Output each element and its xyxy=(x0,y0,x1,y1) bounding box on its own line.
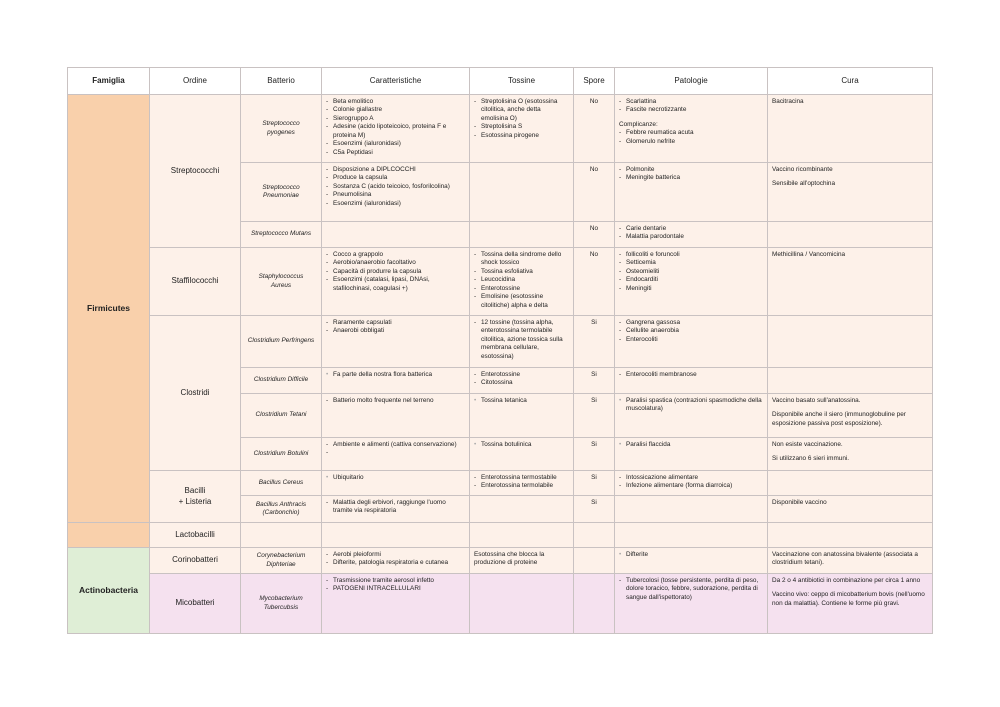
cure-cell xyxy=(768,574,933,634)
bacterium-name: Clostridium Tetani xyxy=(241,394,322,438)
list-item: - Produce la capsula xyxy=(326,174,465,182)
characteristics-cell xyxy=(322,438,470,471)
bacteria-table xyxy=(67,67,933,634)
pathology-cell xyxy=(615,471,768,496)
list-item: - Malattia parodontale xyxy=(619,233,763,241)
list-item: - Fascite necrotizzante xyxy=(619,106,763,114)
cure-cell xyxy=(768,163,933,222)
list-item: - Trasmissione tramite aerosol infetto xyxy=(326,577,465,585)
list-item: • Fa parte della nostra flora batterica xyxy=(326,371,465,379)
header-tossine: Tossine xyxy=(470,68,574,95)
table-row xyxy=(68,316,933,368)
list-item: - Enterotossine xyxy=(474,371,569,379)
list-item: - Enterotossine xyxy=(474,285,569,293)
bacterium-name: Staphylococcus Aureus xyxy=(241,248,322,316)
list-item: - Batterio molto frequente nel terreno xyxy=(326,397,465,405)
cure-cell: Vaccinazione con anatossina bivalente (associata a clostridium tetani). xyxy=(768,548,933,574)
header-cura: Cura xyxy=(768,68,933,95)
bacterium-name: Streptococco Pneumoniae xyxy=(241,163,322,222)
table-row xyxy=(68,248,933,316)
list-item: - Osteomieliti xyxy=(619,268,763,276)
spore-cell xyxy=(574,548,615,574)
order-clostridi: Clostridi xyxy=(150,316,241,471)
bacterium-name: Corynebacterium Diphteriae xyxy=(241,548,322,574)
list-item: - Enterocoliti xyxy=(619,336,763,344)
list-item: - Enterocoliti membranose xyxy=(619,371,763,379)
spore-cell: No xyxy=(574,248,615,316)
characteristics-cell xyxy=(322,163,470,222)
order-stafilococchi: Staffilococchi xyxy=(150,248,241,316)
spore-cell: Si xyxy=(574,438,615,471)
header-caratteristiche: Caratteristiche xyxy=(322,68,470,95)
pathology-cell xyxy=(615,496,768,523)
order-bacilli: Bacilli + Listeria xyxy=(150,471,241,523)
toxins-cell xyxy=(470,438,574,471)
list-item: - Leucocidina xyxy=(474,276,569,284)
cure-cell xyxy=(768,438,933,471)
list-item: - Setticemia xyxy=(619,259,763,267)
characteristics-cell xyxy=(322,222,470,248)
spore-cell: Si xyxy=(574,316,615,368)
pathology-cell xyxy=(615,368,768,394)
toxins-cell xyxy=(470,471,574,496)
family-firmicutes-tail xyxy=(68,523,150,548)
spore-cell: Si xyxy=(574,368,615,394)
pathology-cell xyxy=(615,248,768,316)
complications-label: Complicanze: xyxy=(619,120,658,128)
list-item: - Tossina della sindrome dello shock tossico xyxy=(474,251,569,268)
header-famiglia: Famiglia xyxy=(68,68,150,95)
cure-text: Da 2 o 4 antibiotici in combinazione per circa 1 anno xyxy=(772,577,921,584)
bacterium-name: Bacillus Anthracis (Carbonchio) xyxy=(241,496,322,523)
list-item: - Streptolisina O (esotossina citolitica, anche detta emolisina O) xyxy=(474,98,569,123)
cure-cell xyxy=(768,368,933,394)
spore-cell: No xyxy=(574,163,615,222)
list-item: - Carie dentarie xyxy=(619,225,763,233)
list-item: - Capacità di produrre la capsula xyxy=(326,268,465,276)
spore-cell xyxy=(574,574,615,634)
list-item: - Beta emolitico xyxy=(326,98,465,106)
cure-cell xyxy=(768,523,933,548)
list-item: - Malattia degli erbivori, raggiunge l'uomo tramite via respiratoria xyxy=(326,499,465,516)
table-row xyxy=(68,95,933,163)
table-row xyxy=(68,548,933,574)
characteristics-cell xyxy=(322,471,470,496)
list-item: - PATOGENI INTRACELLULARI xyxy=(326,585,465,593)
pathology-cell xyxy=(615,316,768,368)
toxins-cell xyxy=(470,574,574,634)
characteristics-cell xyxy=(322,248,470,316)
characteristics-cell xyxy=(322,394,470,438)
pathology-cell xyxy=(615,548,768,574)
header-batterio: Batterio xyxy=(241,68,322,95)
spore-cell: No xyxy=(574,95,615,163)
header-row xyxy=(68,68,933,95)
header-ordine: Ordine xyxy=(150,68,241,95)
list-item: - Esoenzimi (catalasi, lipasi, DNAsi, stafilochinasi, coagulasi +) xyxy=(326,276,465,293)
table-row xyxy=(68,523,933,548)
spore-cell: Si xyxy=(574,471,615,496)
list-item: - Cocco a grappolo xyxy=(326,251,465,259)
bacterium-name: Mycobacterium Tubercubsis xyxy=(241,574,322,634)
header-patologie: Patologie xyxy=(615,68,768,95)
order-streptococchi: Streptococchi xyxy=(150,95,241,248)
list-item: - Meningiti xyxy=(619,285,763,293)
spore-cell: Si xyxy=(574,496,615,523)
list-item: - Pneumolisina xyxy=(326,191,465,199)
list-item: - Intossicazione alimentare xyxy=(619,474,763,482)
bacterium-name: Streptococco Mutans xyxy=(241,222,322,248)
characteristics-cell xyxy=(322,316,470,368)
pathology-cell xyxy=(615,574,768,634)
cure-cell xyxy=(768,471,933,496)
list-item: - Glomerulo nefrite xyxy=(619,138,763,146)
bacterium-name xyxy=(241,523,322,548)
list-item: - 12 tossine (tossina alpha, enterotossina termolabile citolitica, azione tossica sulla membrana cellulare, esotossina) xyxy=(474,319,569,361)
order-corinobatteri: Corinobatteri xyxy=(150,548,241,574)
toxins-cell xyxy=(470,523,574,548)
cure-text: Sensibile all'optochina xyxy=(772,180,836,188)
list-item: - Esotossina pirogene xyxy=(474,132,569,140)
toxins-cell xyxy=(470,496,574,523)
list-item: - Endocarditi xyxy=(619,276,763,284)
bacterium-name: Clostridium Difficile xyxy=(241,368,322,394)
header-spore: Spore xyxy=(574,68,615,95)
bacterium-name: Clostridium Perfringens xyxy=(241,316,322,368)
cure-cell xyxy=(768,222,933,248)
list-item: - Cellulite anaerobia xyxy=(619,327,763,335)
list-item: • Paralisi spastica (contrazioni spasmodiche della muscolatura) xyxy=(619,397,763,414)
list-item: - Enterotossina termostabile xyxy=(474,474,569,482)
list-item: - Scarlattina xyxy=(619,98,763,106)
list-item: - Aerobio/anaerobio facoltativo xyxy=(326,259,465,267)
family-firmicutes: Firmicutes xyxy=(68,95,150,523)
toxins-cell xyxy=(470,368,574,394)
spore-cell: No xyxy=(574,222,615,248)
pathology-cell xyxy=(615,222,768,248)
order-lactobacilli: Lactobacilli xyxy=(150,523,241,548)
list-item: • Tossina tetanica xyxy=(474,397,569,405)
cure-text: Si utilizzano 6 sieri immuni. xyxy=(772,455,850,463)
list-item: • Difterite xyxy=(619,551,763,559)
list-item: - Tubercolosi (tosse persistente, perdita di peso, dolore toracico, febbre, sudorazione, perdita di sangue dall'ispettorato) xyxy=(619,577,763,602)
cure-text: Vaccino vivo: ceppo di micobatterium bovis (nell'uomo non da malattia). Contiene le forme più gravi. xyxy=(772,591,925,607)
list-item: - Febbre reumatica acuta xyxy=(619,129,763,137)
cure-cell: Methicillina / Vancomicina xyxy=(768,248,933,316)
table-row xyxy=(68,574,933,634)
order-micobatteri: Micobatteri xyxy=(150,574,241,634)
cure-cell: Disponibile vaccino xyxy=(768,496,933,523)
cure-text: Vaccino ricombinante xyxy=(772,166,833,173)
list-item: - Emolisine (esotossine citolitiche) alpha e delta xyxy=(474,293,569,310)
list-item: - Anaerobi obbligati xyxy=(326,327,465,335)
bacterium-name: Clostridium Botulini xyxy=(241,438,322,471)
list-item: - Esoenzimi (ialuronidasi) xyxy=(326,140,465,148)
spore-cell xyxy=(574,523,615,548)
cure-text: Non esiste vaccinazione. xyxy=(772,441,843,448)
cure-cell xyxy=(768,316,933,368)
list-item: - Colonie giallastre xyxy=(326,106,465,114)
characteristics-cell xyxy=(322,496,470,523)
list-item: - Sostanza C (acido teicoico, fosforilcolina) xyxy=(326,183,465,191)
bacterium-name: Bacillus Cereus xyxy=(241,471,322,496)
list-item: - Aerobi pleioformi xyxy=(326,551,465,559)
cure-cell: Bacitracina xyxy=(768,95,933,163)
list-item: • Ubiquitario xyxy=(326,474,465,482)
pathology-cell xyxy=(615,523,768,548)
toxins-cell xyxy=(470,222,574,248)
list-item: - Raramente capsulati xyxy=(326,319,465,327)
list-item: • Tossina botulinica xyxy=(474,441,569,449)
characteristics-cell xyxy=(322,95,470,163)
list-item: - Citotossina xyxy=(474,379,569,387)
list-item: - Adesine (acido lipoteicoico, proteina F e proteina M) xyxy=(326,123,465,140)
list-item: - Enterotossina termolabile xyxy=(474,482,569,490)
list-item: - follicoliti e foruncoli xyxy=(619,251,763,259)
list-item: - Meningite batterica xyxy=(619,174,763,182)
list-item: - Tossina esfoliativa xyxy=(474,268,569,276)
list-item: - Streptolisina S xyxy=(474,123,569,131)
characteristics-cell xyxy=(322,574,470,634)
toxins-cell xyxy=(470,163,574,222)
spore-cell: Si xyxy=(574,394,615,438)
list-item: - Difterite, patologia respiratoria e cutanea xyxy=(326,559,465,567)
pathology-cell xyxy=(615,95,768,163)
list-item: - Infezione alimentare (forma diarroica) xyxy=(619,482,763,490)
bacterium-name: Streptococco pyogenes xyxy=(241,95,322,163)
cure-cell xyxy=(768,394,933,438)
cure-text: Disponibile anche il siero (immunoglobuline per esposizione passiva post esposizione). xyxy=(772,411,906,427)
characteristics-cell xyxy=(322,548,470,574)
list-item: - Polmonite xyxy=(619,166,763,174)
family-actinobacteria: Actinobacteria xyxy=(68,548,150,634)
toxins-cell xyxy=(470,394,574,438)
list-item: - Esoenzimi (ialuronidasi) xyxy=(326,200,465,208)
list-item: - Ambiente e alimenti (cattiva conservazione) xyxy=(326,441,465,449)
characteristics-cell xyxy=(322,523,470,548)
toxins-cell: Esotossina che blocca la produzione di proteine xyxy=(470,548,574,574)
list-item: - Disposizione a DIPLCOCCHI xyxy=(326,166,465,174)
pathology-cell xyxy=(615,438,768,471)
table-row xyxy=(68,471,933,496)
cure-text: Vaccino basato sull'anatossina. xyxy=(772,397,861,404)
list-item: • Paralisi flaccida xyxy=(619,441,763,449)
list-item: - C5a Peptidasi xyxy=(326,149,465,157)
toxins-cell xyxy=(470,95,574,163)
list-item: - Gangrena gassosa xyxy=(619,319,763,327)
pathology-cell xyxy=(615,394,768,438)
list-item: - Sierogruppo A xyxy=(326,115,465,123)
characteristics-cell xyxy=(322,368,470,394)
toxins-cell xyxy=(470,316,574,368)
toxins-cell xyxy=(470,248,574,316)
pathology-cell xyxy=(615,163,768,222)
